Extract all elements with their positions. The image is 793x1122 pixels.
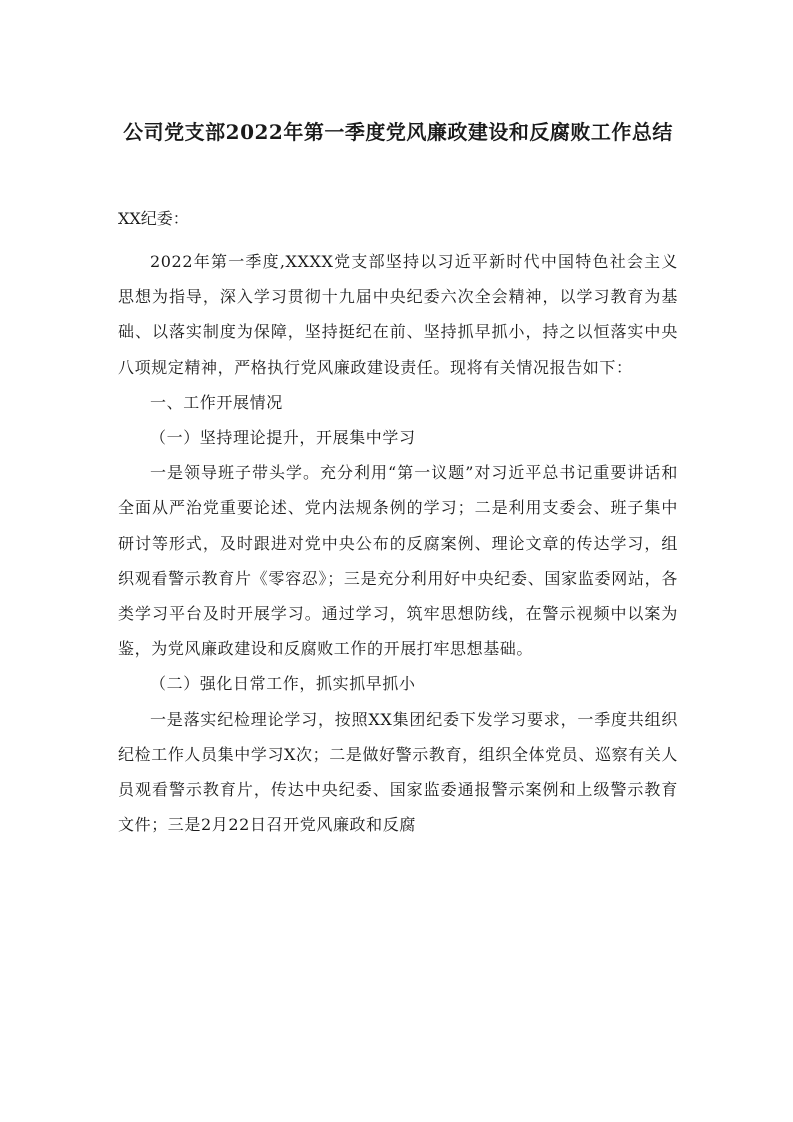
salutation: XX纪委：	[118, 209, 189, 228]
subsection-heading: （二）强化日常工作，抓实抓早抓小	[150, 674, 416, 694]
paragraph: 一是落实纪检理论学习，按照XX集团纪委下发学习要求，一季度共组织纪检工作人员集中学习X次；二是做好警示教育，组织全体党员、巡察有关人员观看警示教育片，传达中央纪委、国家监委通报警示案例和上级警示教育文件；三是2月22日召开党风廉政和反腐	[118, 709, 678, 835]
section-heading: 一、工作开展情况	[150, 392, 283, 412]
document-body	[118, 244, 678, 842]
paragraph-intro: 2022年第一季度,XXXX党支部坚持以习近平新时代中国特色社会主义思想为指导，深入学习贯彻十九届中央纪委六次全会精神，以学习教育为基础、以落实制度为保障，坚持挺纪在前、坚持抓早抓小，持之以恒落实中央八项规定精神，严格执行党风廉政建设责任。现将有关情况报告如下：	[118, 252, 678, 377]
document-title: 公司党支部2022年第一季度党风廉政建设和反腐败工作总结	[123, 120, 673, 144]
subsection-heading: （一）坚持理论提升，开展集中学习	[150, 428, 416, 448]
paragraph: 一是领导班子带头学。充分利用“第一议题”对习近平总书记重要讲话和全面从严治党重要论述、党内法规条例的学习；二是利用支委会、班子集中研讨等形式，及时跟进对党中央公布的反腐案例、理论文章的传达学习，组织观看警示教育片《零容忍》；三是充分利用好中央纪委、国家监委网站，各类学习平台及时开展学习。通过学习，筑牢思想防线，在警示视频中以案为鉴，为党风廉政建设和反腐败工作的开展打牢思想基础。	[118, 463, 678, 659]
